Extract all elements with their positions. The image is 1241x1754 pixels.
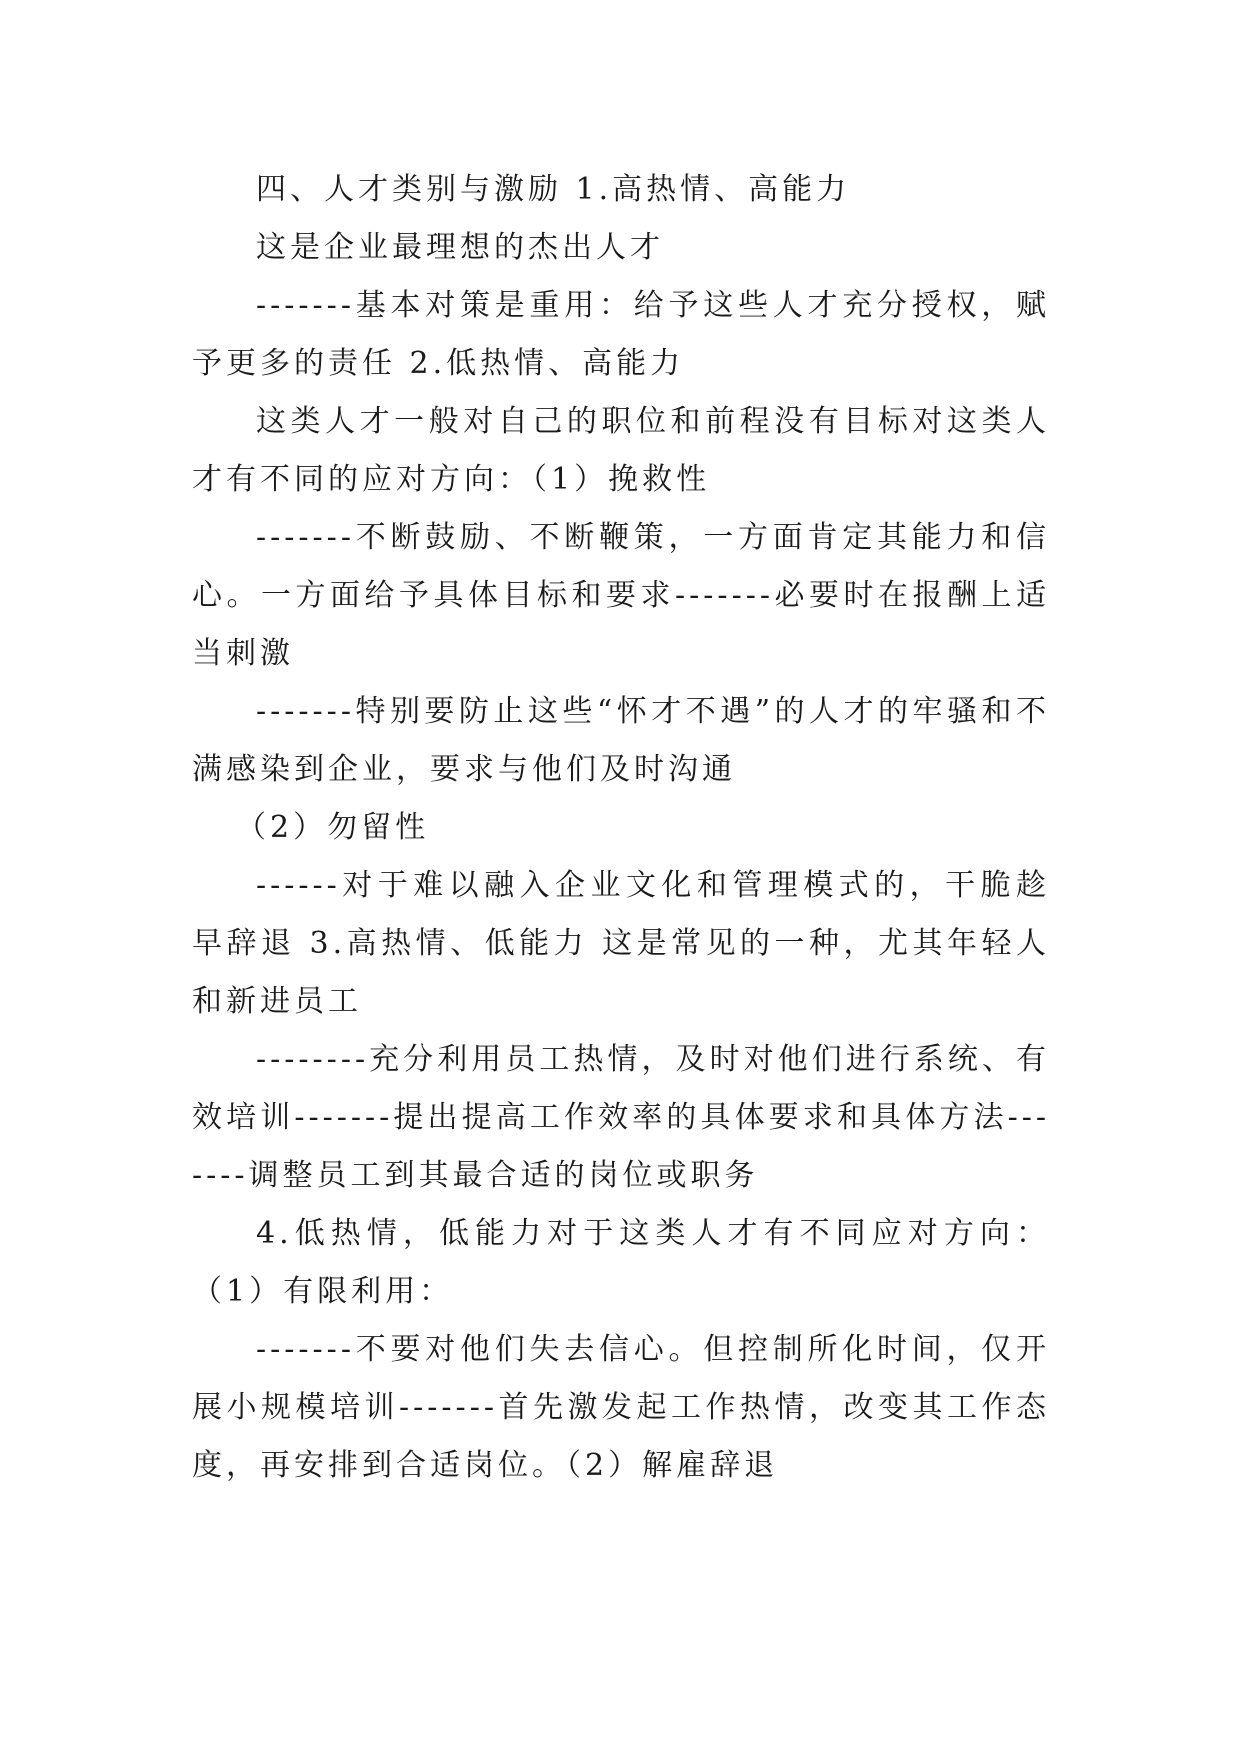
paragraph: -------特别要防止这些“怀才不遇”的人才的牢骚和不满感染到企业，要求与他们及时沟通: [192, 694, 1050, 787]
paragraph: -------基本对策是重用：给予这些人才充分授权，赋予更多的责任 2.低热情、高能力: [192, 288, 1050, 381]
paragraph: 这类人才一般对自己的职位和前程没有目标对这类人才有不同的应对方向：（1）挽救性: [192, 404, 1050, 497]
paragraph: --------充分利用员工热情，及时对他们进行系统、有效培训-------提出提高工作效率的具体要求和具体方法-------调整员工到其最合适的岗位或职务: [192, 1042, 1050, 1193]
paragraph: -------不断鼓励、不断鞭策，一方面肯定其能力和信心。一方面给予具体目标和要求-------必要时在报酬上适当刺激: [192, 520, 1050, 671]
paragraph: ------对于难以融入企业文化和管理模式的，干脆趁早辞退 3.高热情、低能力 这是常见的一种，尤其年轻人和新进员工: [192, 868, 1050, 1019]
paragraph-section-heading: 四、人才类别与激励 1.高热情、高能力: [256, 172, 851, 207]
paragraph: （2）勿留性: [236, 810, 430, 845]
document-body: [192, 161, 1050, 1495]
paragraph: 这是企业最理想的杰出人才: [256, 230, 664, 265]
paragraph: -------不要对他们失去信心。但控制所化时间，仅开展小规模培训-------首先激发起工作热情，改变其工作态度，再安排到合适岗位。（2）解雇辞退: [192, 1332, 1050, 1483]
paragraph: 4.低热情，低能力对于这类人才有不同应对方向：（1）有限利用：: [192, 1216, 1050, 1309]
